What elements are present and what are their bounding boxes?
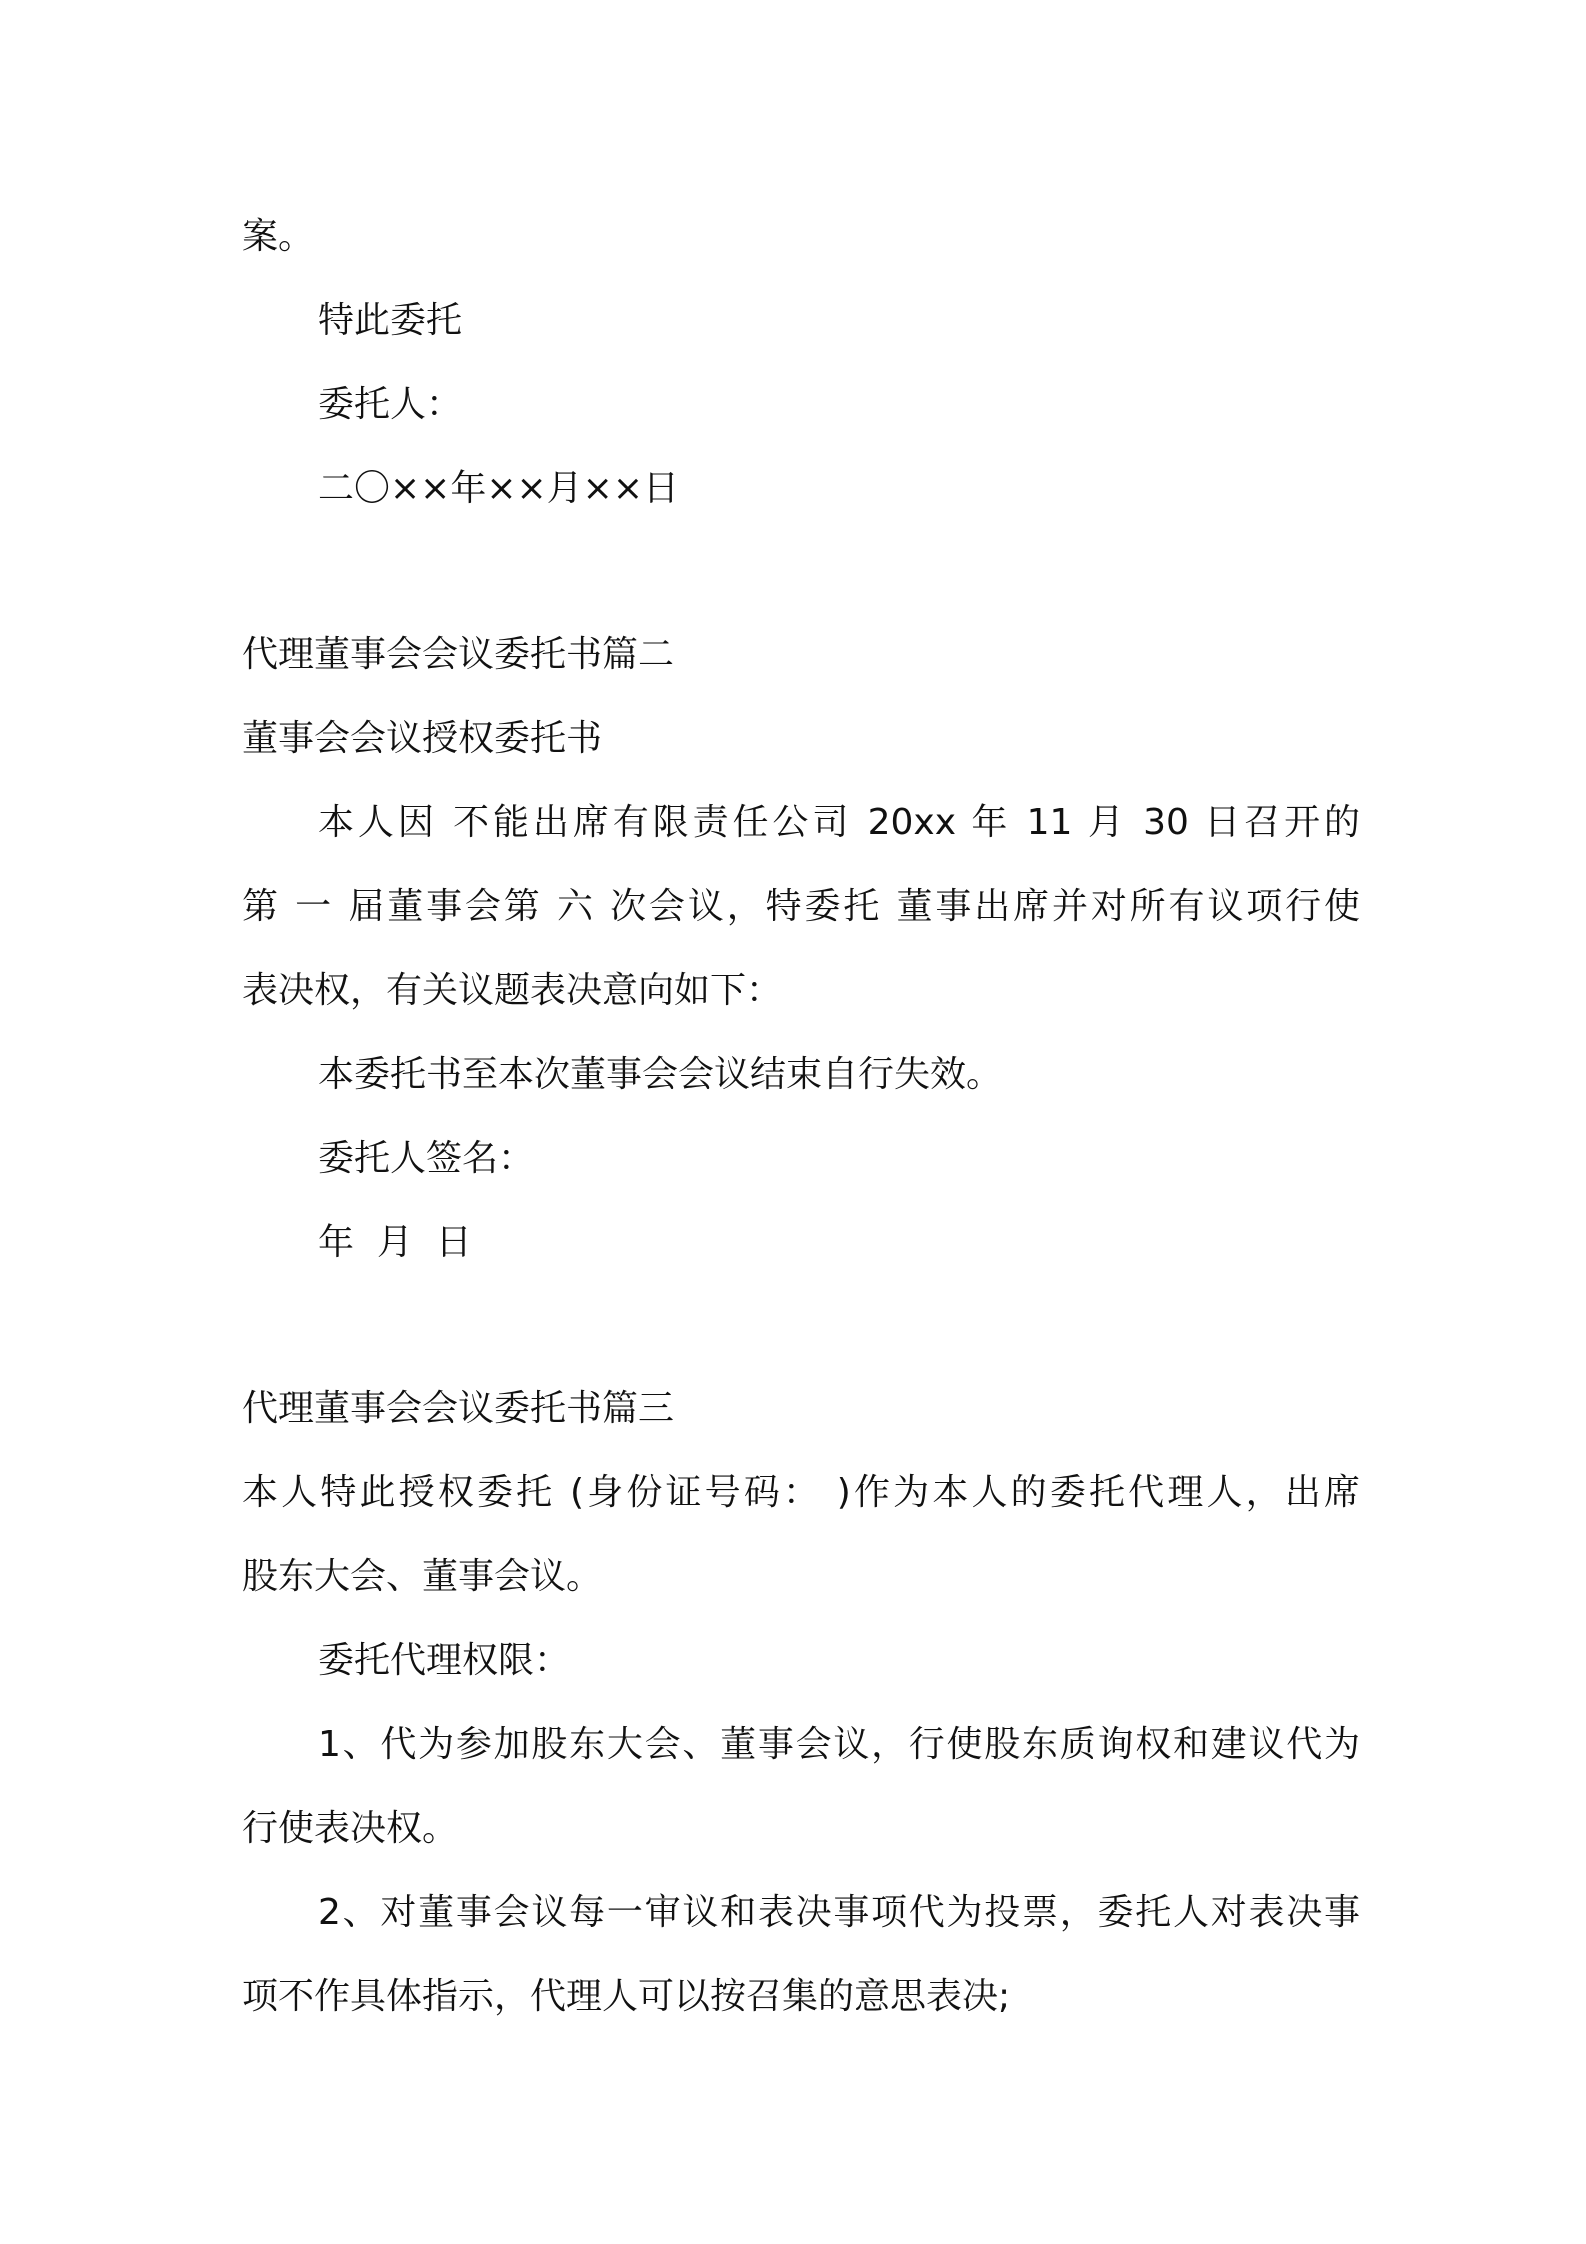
- list-item: 1、代为参加股东大会、董事会议，行使股东质询权和建议代为: [318, 1724, 1360, 1765]
- text-line: 案。: [242, 216, 315, 257]
- section-title: 代理董事会会议委托书篇二: [242, 634, 675, 675]
- section-title: 代理董事会会议委托书篇三: [242, 1388, 675, 1429]
- text-line: 股东大会、董事会议。: [242, 1556, 603, 1597]
- list-item: 2、对董事会议每一审议和表决事项代为投票，委托人对表决事: [318, 1892, 1360, 1933]
- text-line: 委托人：: [318, 384, 463, 425]
- text-line: 第 一 届董事会第 六 次会议，特委托 董事出席并对所有议项行使: [242, 886, 1360, 927]
- section-gap: [242, 1285, 1360, 1367]
- document-body: [242, 195, 1360, 2039]
- list-item-continuation: 项不作具体指示，代理人可以按召集的意思表决;: [242, 1976, 1011, 2017]
- text-line: 本人因 不能出席有限责任公司 20xx 年 11 月 30 日召开的: [318, 802, 1360, 843]
- document-heading: 董事会会议授权委托书: [242, 718, 603, 759]
- text-line: 委托代理权限：: [318, 1640, 571, 1681]
- text-line: 表决权，有关议题表决意向如下：: [242, 970, 783, 1011]
- section-gap: [242, 531, 1360, 613]
- text-line: 本人特此授权委托 (身份证号码： )作为本人的委托代理人，出席: [242, 1472, 1360, 1513]
- text-line: 本委托书至本次董事会会议结束自行失效。: [318, 1054, 1003, 1095]
- date-line: 二〇××年××月××日: [318, 468, 679, 509]
- text-line: 特此委托: [318, 300, 463, 341]
- list-item-continuation: 行使表决权。: [242, 1808, 459, 1849]
- signature-line: 委托人签名：: [318, 1138, 535, 1179]
- date-line: 年 月 日: [318, 1222, 472, 1263]
